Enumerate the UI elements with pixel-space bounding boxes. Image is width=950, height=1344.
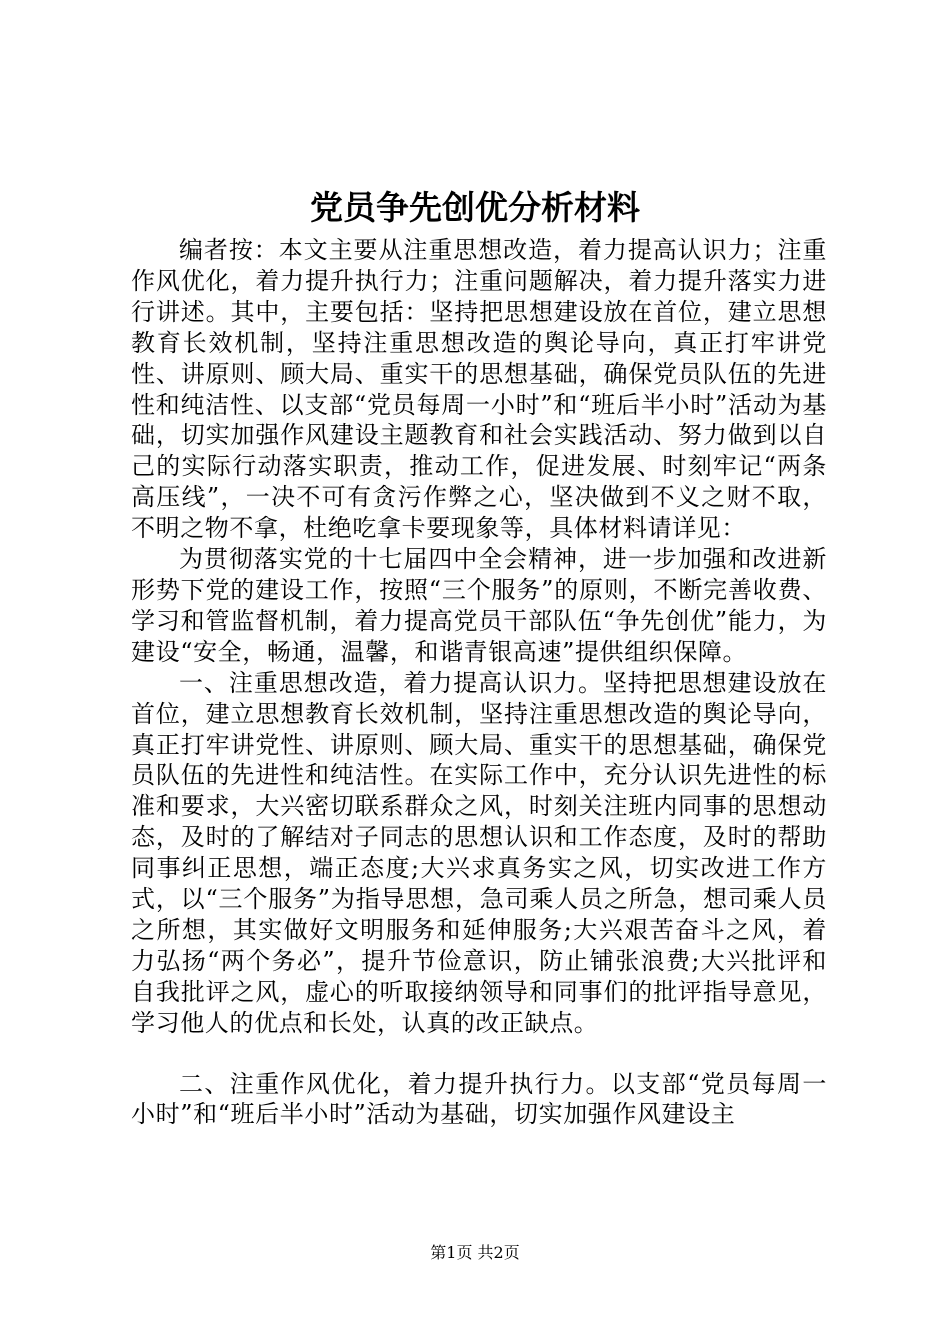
document-title: 党员争先创优分析材料 (310, 188, 640, 227)
document-body (131, 235, 827, 1130)
page-footer: 第1页 共2页 (430, 1243, 520, 1262)
editor-note-paragraph: 编者按：本文主要从注重思想改造，着力提高认识力；注重作风优化，着力提升执行力；注重问题解决，着力提升落实力进行讲述。其中，主要包括：坚持把思想建设放在首位，建立思想教育长效机制，坚持注重思想改造的舆论导向，真正打牢讲党性、讲原则、顾大局、重实干的思想基础，确保党员队伍的先进性和纯洁性、以支部“党员每周一小时”和“班后半小时”活动为基础，切实加强作风建设主题教育和社会实践活动、努力做到以自己的实际行动落实职责，推动工作，促进发展、时刻牢记“两条高压线”，一决不可有贪污作弊之心，坚决做到不义之财不取，不明之物不拿，杜绝吃拿卡要现象等，具体材料请详见： (131, 236, 827, 543)
section-two-paragraph: 二、注重作风优化，着力提升执行力。以支部“党员每周一小时”和“班后半小时”活动为基础，切实加强作风建设主 (131, 1069, 827, 1129)
intro-paragraph: 为贯彻落实党的十七届四中全会精神，进一步加强和改进新形势下党的建设工作，按照“三个服务”的原则，不断完善收费、学习和管监督机制，着力提高党员干部队伍“争先创优”能力，为建设“安全，畅通，温馨，和谐青银高速”提供组织保障。 (131, 545, 827, 666)
section-one-paragraph: 一、注重思想改造，着力提高认识力。坚持把思想建设放在首位，建立思想教育长效机制，坚持注重思想改造的舆论导向，真正打牢讲党性、讲原则、顾大局、重实干的思想基础，确保党员队伍的先进性和纯洁性。在实际工作中，充分认识先进性的标准和要求，大兴密切联系群众之风，时刻关注班内同事的思想动态，及时的了解结对子同志的思想认识和工作态度，及时的帮助同事纠正思想，端正态度;大兴求真务实之风，切实改进工作方式，以“三个服务”为指导思想，急司乘人员之所急，想司乘人员之所想，其实做好文明服务和延伸服务;大兴艰苦奋斗之风，着力弘扬“两个务必”，提升节俭意识，防止铺张浪费;大兴批评和自我批评之风，虚心的听取接纳领导和同事们的批评指导意见，学习他人的优点和长处，认真的改正缺点。 (131, 668, 827, 1037)
